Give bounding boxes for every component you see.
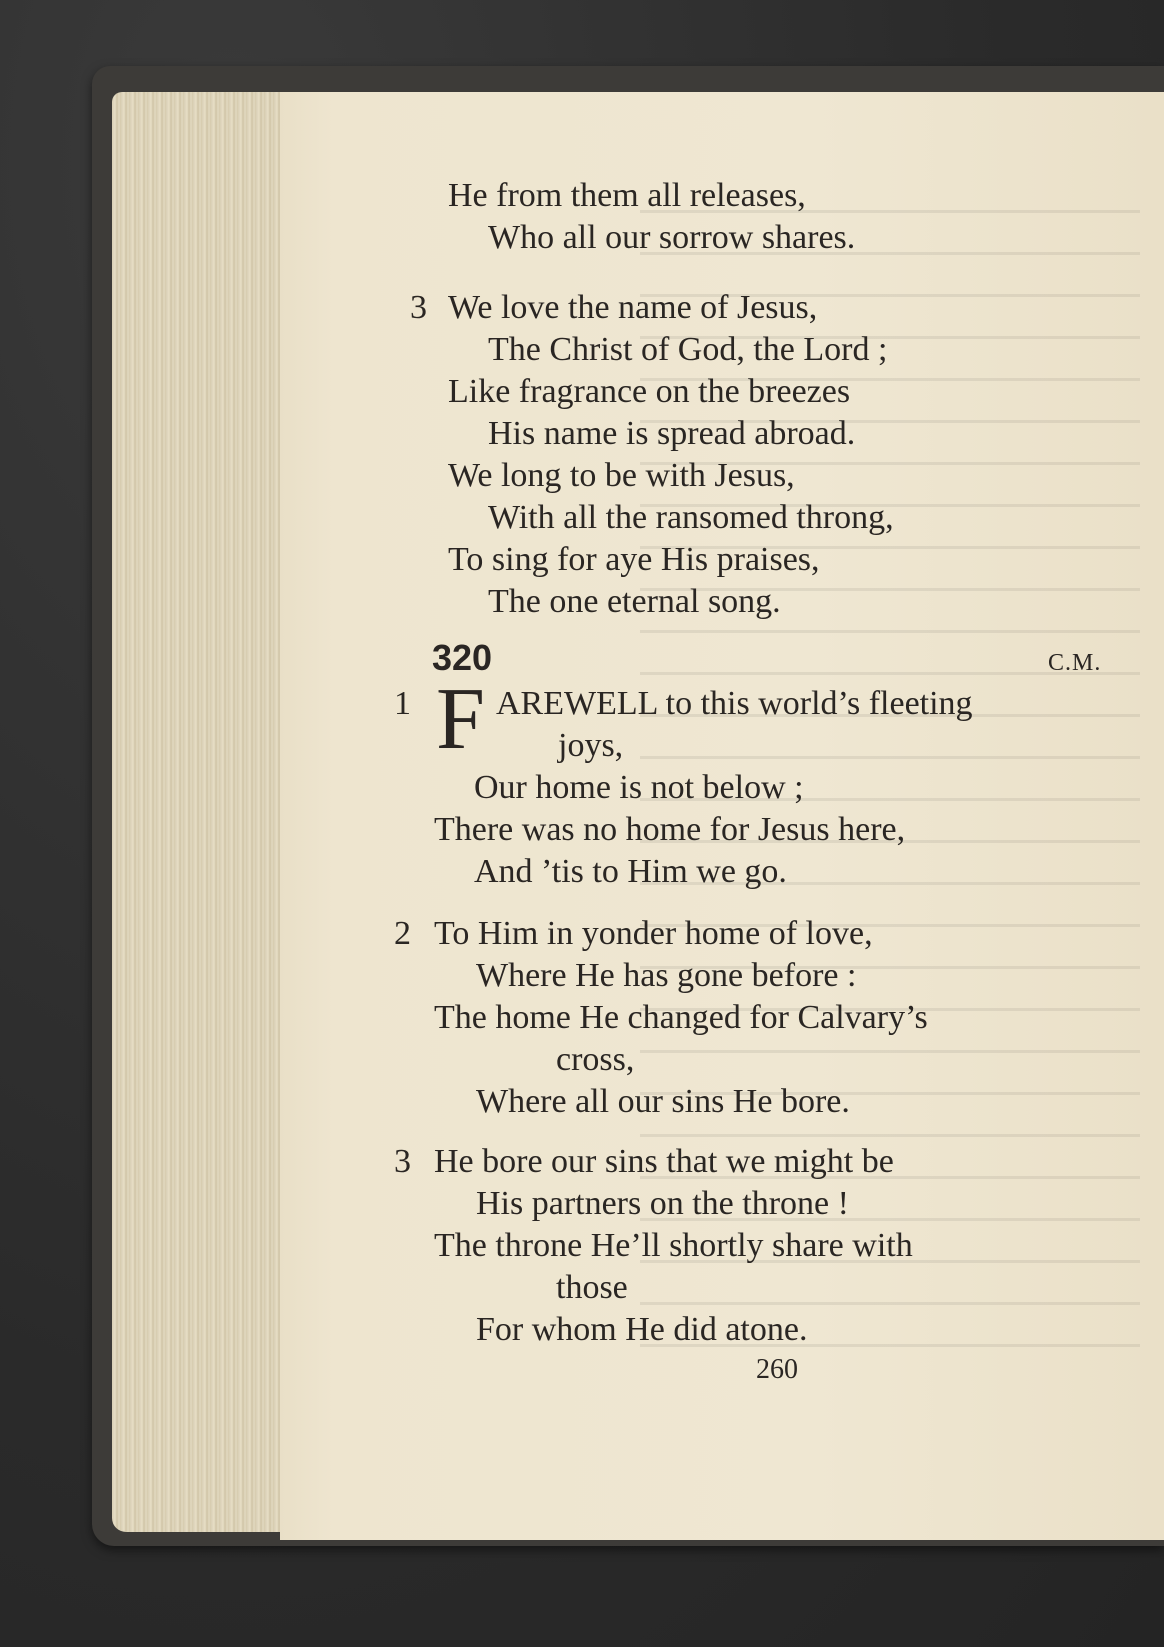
verse-line: His partners on the throne ! <box>476 1185 849 1222</box>
verse-line: The Christ of God, the Lord ; <box>488 331 888 368</box>
verse-line: To sing for aye His praises, <box>448 541 820 578</box>
verse-line: He from them all releases, <box>448 177 806 214</box>
drop-cap: F <box>436 671 485 768</box>
verse-line: Like fragrance on the breezes <box>448 373 851 410</box>
verse-number: 2 <box>394 915 411 952</box>
verse-line: With all the ransomed throng, <box>488 499 894 536</box>
hymn-meter: C.M. <box>1048 650 1102 676</box>
verse-line: Where all our sins He bore. <box>476 1083 850 1120</box>
verse-line: those <box>556 1269 628 1306</box>
verse-line: joys, <box>558 727 624 764</box>
verse-number: 1 <box>394 685 411 722</box>
page-edges <box>112 92 292 1532</box>
verse-line: To Him in yonder home of love, <box>434 915 873 952</box>
verse-line: AREWELL to this world’s fleeting <box>496 685 973 722</box>
verse-line: He bore our sins that we might be <box>434 1143 894 1180</box>
hymn-number: 320 <box>432 637 493 678</box>
verse-line: We love the name of Jesus, <box>448 289 818 326</box>
verse-line: Where He has gone before : <box>476 957 857 994</box>
page-number: 260 <box>756 1354 798 1385</box>
verse-number: 3 <box>410 289 427 326</box>
verse-line: And ’tis to Him we go. <box>474 853 787 890</box>
verse-line: For whom He did atone. <box>476 1311 808 1348</box>
verse-line: The home He changed for Calvary’s <box>434 999 928 1036</box>
verse-line: Our home is not below ; <box>474 769 804 806</box>
verse-line: There was no home for Jesus here, <box>434 811 906 848</box>
verse-line: The throne He’ll shortly share with <box>434 1227 913 1264</box>
verse-line: We long to be with Jesus, <box>448 457 795 494</box>
verse-number: 3 <box>394 1143 411 1180</box>
verse-line: The one eternal song. <box>488 583 781 620</box>
verse-line: Who all our sorrow shares. <box>488 219 856 256</box>
verse-line: His name is spread abroad. <box>488 415 856 452</box>
verse-line: cross, <box>556 1041 635 1078</box>
